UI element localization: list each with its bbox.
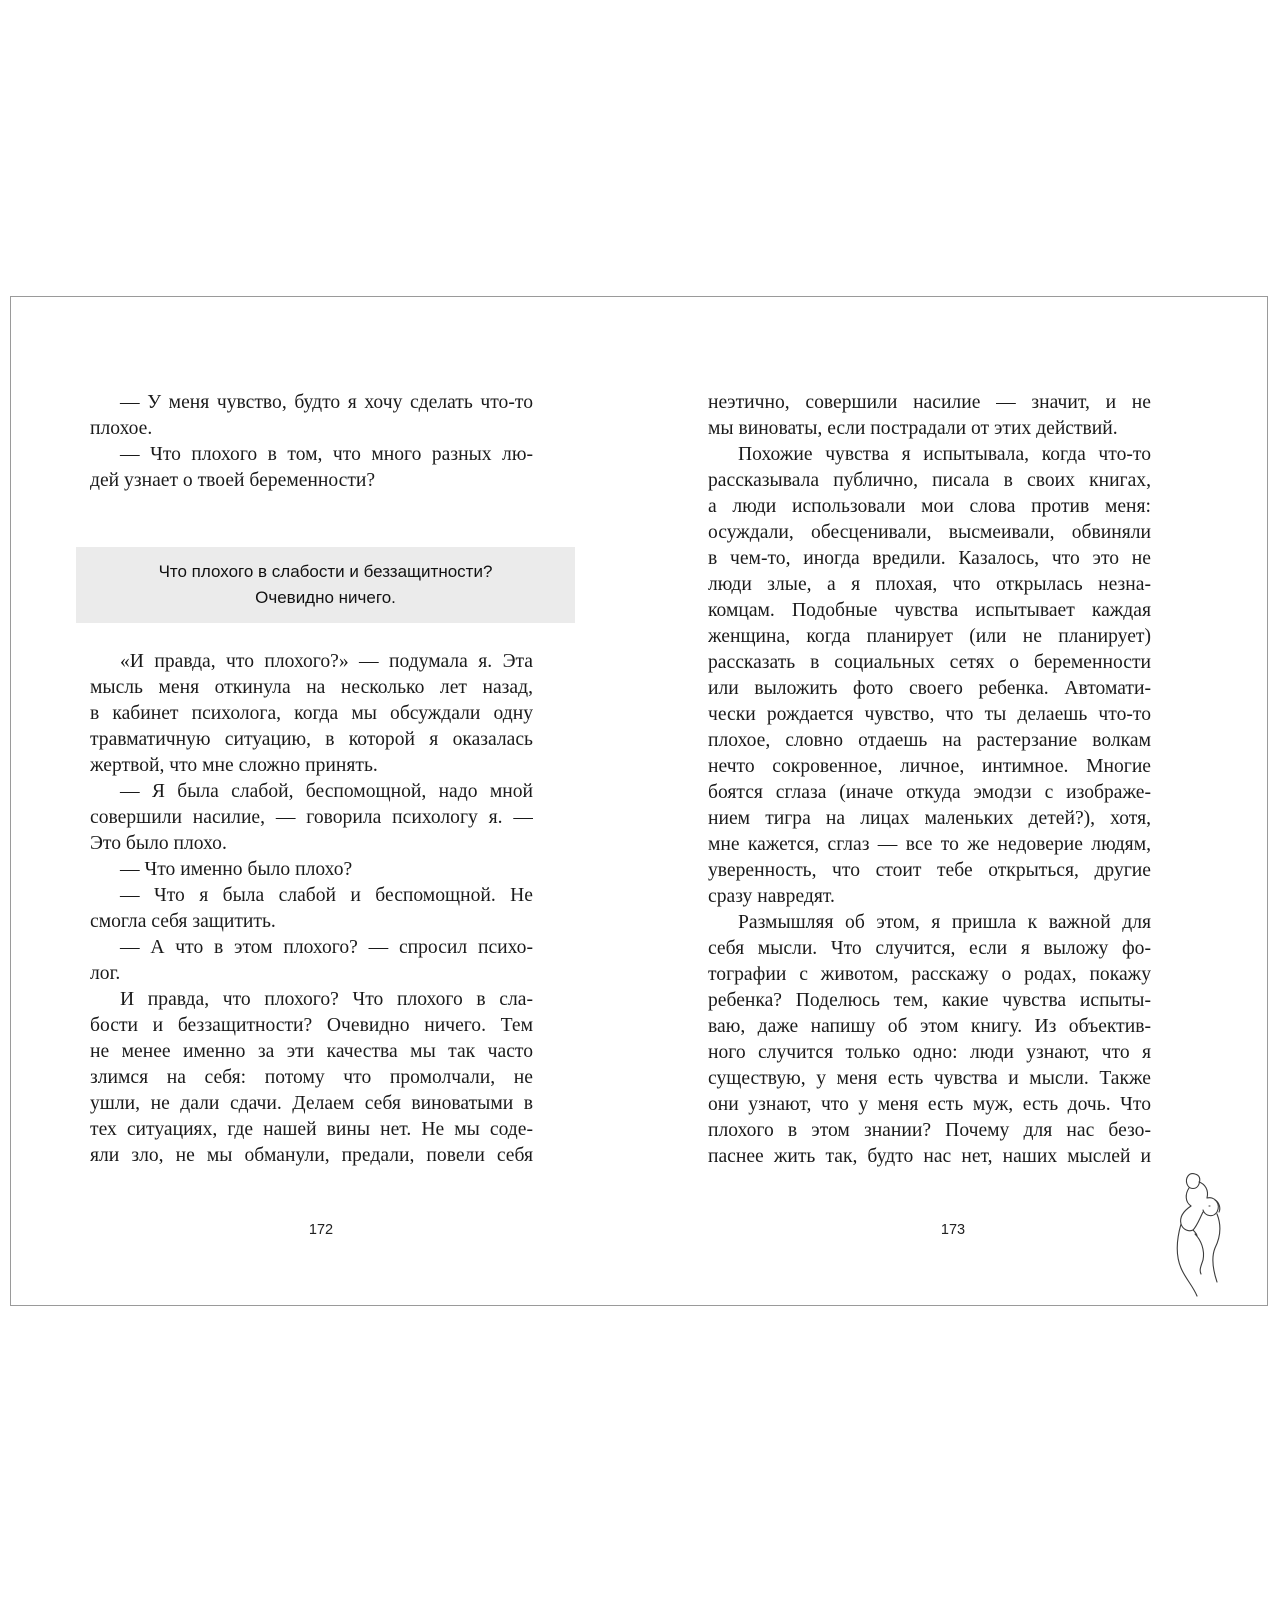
text-line: — Что плохого в том, что много разных лю-: [120, 444, 533, 465]
text-line: рассказать в социальных сетях о беременности: [708, 652, 1151, 673]
pull-quote-line: Что плохого в слабости и беззащитности?: [158, 562, 493, 581]
pull-quote-line: Очевидно ничего.: [255, 588, 396, 607]
text-line: — А что в этом плохого? — спросил психо-: [120, 937, 533, 958]
text-line: ного случится только одно: люди узнают, что я: [708, 1042, 1151, 1063]
text-line: плохое.: [90, 418, 153, 439]
page-number: 172: [308, 1222, 334, 1238]
text-line: смогла себя защитить.: [90, 911, 276, 932]
text-line: совершили насилие, — говорила психологу я. —: [90, 807, 533, 828]
text-line: — Я была слабой, беспомощной, надо мной: [120, 781, 533, 802]
text-line: нечто сокровенное, личное, интимное. Многие: [708, 756, 1151, 777]
text-line: боятся сглаза (иначе откуда эмодзи с изображе-: [708, 782, 1151, 803]
text-line: бости и беззащитности? Очевидно ничего. Тем: [90, 1015, 533, 1036]
text-line: не менее именно за эти качества мы так часто: [90, 1041, 533, 1062]
text-line: — Что именно было плохо?: [120, 859, 353, 880]
right-text-block: [708, 390, 1151, 1170]
text-line: а люди использовали мои слова против меня:: [708, 496, 1151, 517]
text-line: в кабинет психолога, когда мы обсуждали одну: [90, 703, 533, 724]
text-line: дей узнает о твоей беременности?: [90, 470, 376, 491]
text-line: уверенность, что стоит тебе открыться, другие: [708, 860, 1151, 881]
text-line: себя мысли. Что случится, если я выложу фо-: [708, 938, 1151, 959]
text-line: плохого в этом знании? Почему для нас безо-: [708, 1120, 1151, 1141]
text-line: злимся на себя: потому что промолчали, не: [90, 1067, 533, 1088]
book-spread: [10, 296, 1268, 1306]
text-line: сразу навредят.: [708, 886, 835, 907]
text-line: чески рождается чувство, что ты делаешь что-то: [708, 704, 1151, 725]
text-line: яли зло, не мы обманули, предали, повели себя: [90, 1145, 533, 1166]
left-page: [11, 297, 640, 1305]
pull-quote-box: [76, 547, 575, 623]
text-line: жертвой, что мне сложно принять.: [90, 755, 378, 776]
text-line: паснее жить так, будто нас нет, наших мыслей и: [708, 1146, 1151, 1167]
mother-child-line-drawing-icon: [1155, 1160, 1230, 1300]
text-line: — Что я была слабой и беспомощной. Не: [120, 885, 533, 906]
text-line: женщина, когда планирует (или не планирует): [708, 626, 1151, 647]
text-line: ваю, даже напишу об этом книгу. Из объектив-: [708, 1016, 1151, 1037]
text-line: тографии с животом, расскажу о родах, покажу: [708, 964, 1151, 985]
page-number: 173: [940, 1222, 966, 1238]
text-line: Похожие чувства я испытывала, когда что-то: [738, 444, 1151, 465]
text-line: — У меня чувство, будто я хочу сделать что-то: [120, 392, 533, 413]
text-line: ушли, не дали сдачи. Делаем себя виноватыми в: [90, 1093, 533, 1114]
text-line: лог.: [90, 963, 121, 984]
left-text-block-2: [90, 649, 533, 1169]
text-line: нием тигра на лицах маленьких детей?), хотя,: [708, 808, 1151, 829]
text-line: тех ситуациях, где нашей вины нет. Не мы соде-: [90, 1119, 533, 1140]
text-line: комцам. Подобные чувства испытывает каждая: [708, 600, 1151, 621]
text-line: осуждали, обесценивали, высмеивали, обвиняли: [708, 522, 1151, 543]
text-line: люди злые, а я плохая, что открылась незна-: [708, 574, 1151, 595]
text-line: Это было плохо.: [90, 833, 227, 854]
right-page: [640, 297, 1269, 1305]
text-line: ребенка? Поделюсь тем, какие чувства испыты-: [708, 990, 1151, 1011]
text-line: они узнают, что у меня есть муж, есть дочь. Что: [708, 1094, 1151, 1115]
text-line: неэтично, совершили насилие — значит, и не: [708, 392, 1151, 413]
text-line: плохое, словно отдаешь на растерзание волкам: [708, 730, 1151, 751]
text-line: травматичную ситуацию, в которой я оказалась: [90, 729, 533, 750]
text-line: Размышляя об этом, я пришла к важной для: [738, 912, 1151, 933]
text-line: существую, у меня есть чувства и мысли. Также: [708, 1068, 1151, 1089]
text-line: в чем-то, иногда вредили. Казалось, что это не: [708, 548, 1151, 569]
left-text-block-1: [90, 390, 533, 494]
text-line: мысль меня откинула на несколько лет назад,: [90, 677, 533, 698]
text-line: мне кажется, сглаз — все то же недоверие людям,: [708, 834, 1151, 855]
text-line: рассказывала публично, писала в своих книгах,: [708, 470, 1151, 491]
text-line: «И правда, что плохого?» — подумала я. Эта: [120, 651, 533, 672]
text-line: мы виноваты, если пострадали от этих действий.: [708, 418, 1118, 439]
text-line: или выложить фото своего ребенка. Автомати-: [708, 678, 1151, 699]
text-line: И правда, что плохого? Что плохого в сла-: [120, 989, 533, 1010]
